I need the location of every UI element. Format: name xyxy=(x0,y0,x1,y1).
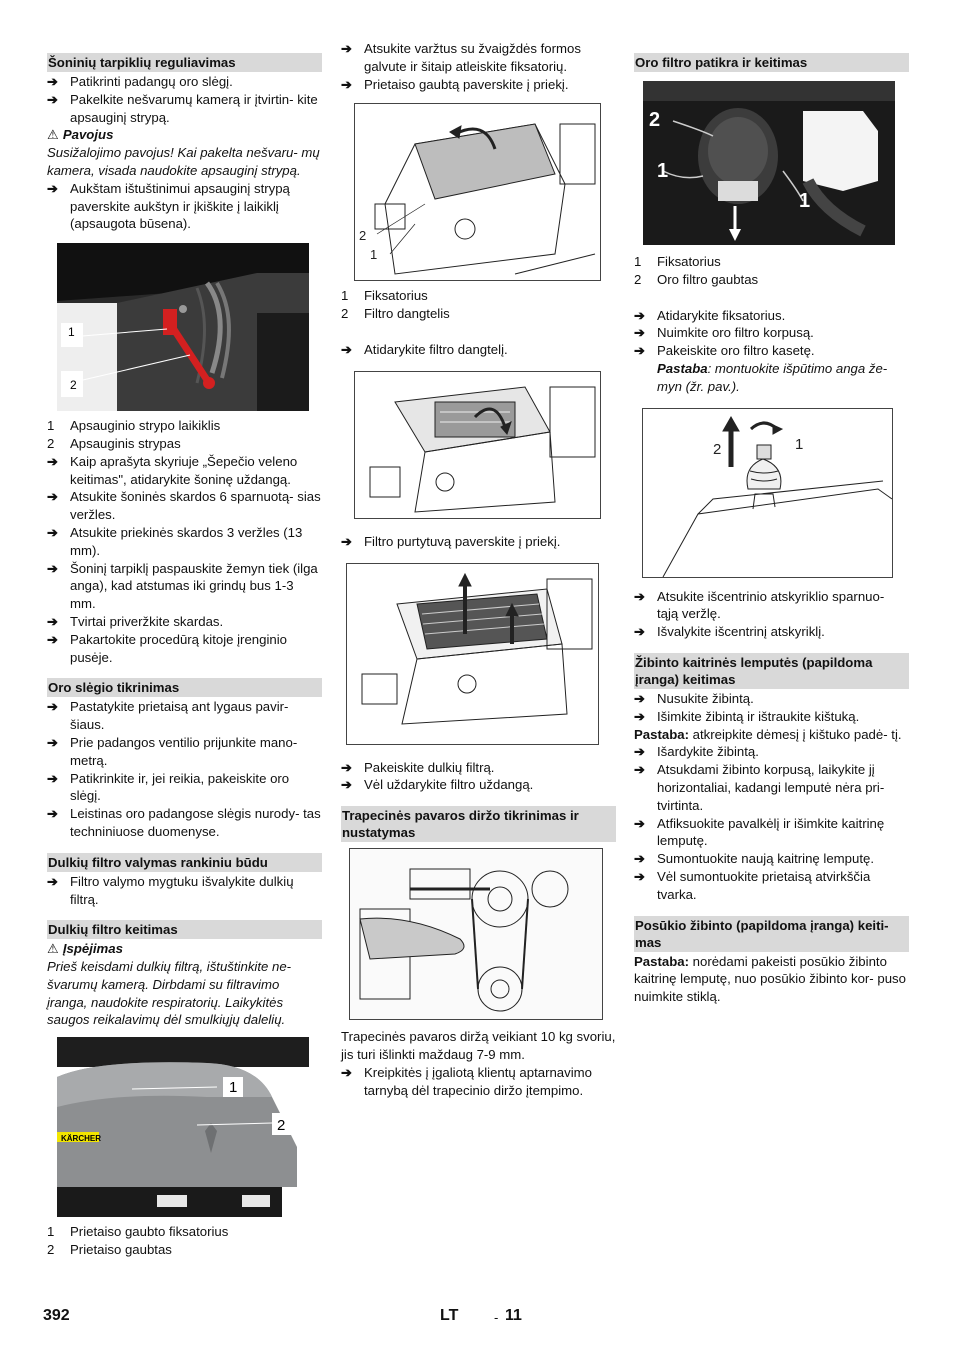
step: ➔ Šoninį tarpiklį paspauskite žemyn tiek (ilga anga), kad atstumas iki grindų bus 1-3 mm. xyxy=(47,560,322,613)
note: Pastaba: norėdami pakeisti posūkio žibinto kaitrinę lemputę, nuo posūkio žibinto kor- puso nuimkite stiklą. xyxy=(634,953,906,1005)
filter-shaker-drawing xyxy=(347,564,598,744)
step: ➔ Atsukite varžtus su žvaigždės formos galvute ir šitaip atleiskite fiksatorių. xyxy=(341,40,616,76)
step: ➔ Kaip aprašyta skyriuje „Šepečio veleno keitimas", atidarykite šoninę uždangą. xyxy=(47,453,322,489)
warning-title: ⚠ Įspėjimas xyxy=(47,941,123,957)
step: ➔ Vėl uždarykite filtro uždangą. xyxy=(341,776,616,794)
legend-item: 2 Filtro dangtelis xyxy=(341,306,450,322)
column-left xyxy=(47,40,322,1259)
warning-triangle-icon: ⚠ xyxy=(47,941,59,957)
section-title-turn-light: Posūkio žibinto (papildoma įranga) keiti- mas xyxy=(634,916,909,952)
section-title-v-belt: Trapecinės pavaros diržo tikrinimas ir nustatymas xyxy=(341,806,616,842)
legend-item: 2 Oro filtro gaubtas xyxy=(634,271,759,287)
fig-label: 2 xyxy=(359,228,367,244)
step: ➔ Išardykite žibintą. xyxy=(634,743,909,761)
fig-label: 2 xyxy=(70,378,77,393)
warning-text: Prieš keisdami dulkių filtrą, ištuštinkite ne- švarumų kamerą. Dirbdami su filtravimo įranga, naudokite respiratorių. Laikykitės saugos reikalavimų dėl smulkiųjų dalelių. xyxy=(47,959,292,1028)
step: ➔ Kreipkitės į įgaliotą klientų aptarnavimo tarnybą dėl trapecinio diržo įtempimo. xyxy=(341,1064,616,1100)
step: ➔ Vėl sumontuokite prietaisą atvirkščia tvarka. xyxy=(634,868,909,904)
figure-centrifugal-separator xyxy=(642,408,893,578)
fig-label: 1 xyxy=(799,190,811,212)
warning-text: Susižalojimo pavojus! Kai pakelta nešvaru- mų kamera, visada naudokite apsauginį strypą. xyxy=(47,145,320,178)
v-belt-drawing xyxy=(350,849,602,1019)
step: ➔ Sumontuokite naują kaitrinę lemputę. xyxy=(634,850,909,868)
device-hood-photo xyxy=(57,1037,309,1217)
step: ➔ Tvirtai priveržkite skardas. xyxy=(47,613,322,631)
step: ➔ Patikrinkite ir, jei reikia, pakeiskite oro slėgį. xyxy=(47,770,322,806)
section-title-air-filter: Oro filtro patikra ir keitimas xyxy=(634,53,909,72)
brand-logo: KÄRCHER xyxy=(61,1134,101,1144)
fig-label: 1 xyxy=(657,160,669,182)
figure-air-filter xyxy=(643,81,895,245)
step: ➔ Išvalykite išcentrinį atskyriklį. xyxy=(634,623,909,641)
note: Pastaba: atkreipkite dėmesį į kištuko padė- tį. xyxy=(634,726,902,742)
step: ➔ Atfiksuokite pavalkėlį ir išimkite kaitrinę lemputę. xyxy=(634,815,909,851)
filter-cover-drawing xyxy=(355,104,600,280)
step: ➔ Pakelkite nešvarumų kamerą ir įtvirtin- kite apsauginį strypą. xyxy=(47,91,322,127)
legend-item: 1 Fiksatorius xyxy=(341,288,428,304)
step: ➔ Patikrinti padangų oro slėgį. xyxy=(47,73,322,91)
step: ➔ Atsukite šoninės skardos 6 sparnuotą- sias veržles. xyxy=(47,488,322,524)
figure-open-cover xyxy=(354,371,601,519)
fig-label: 2 xyxy=(277,1117,286,1135)
fig-label: 1 xyxy=(229,1079,238,1097)
section-page-number: 11 xyxy=(505,1307,522,1324)
step: ➔ Pakartokite procedūrą kitoje įrenginio pusėje. xyxy=(47,631,322,667)
step: ➔ Aukštam ištuštinimui apsauginį strypą paverskite aukštyn ir įkiškite į laikiklį (apsaugota būsena). xyxy=(47,180,322,233)
figure-filter-cover xyxy=(354,103,601,281)
column-right xyxy=(634,40,909,1006)
step: ➔ Prietaiso gaubtą paverskite į priekį. xyxy=(341,76,616,94)
fig-label: 2 xyxy=(649,109,661,131)
figure-safety-strut xyxy=(57,243,309,411)
section-title-manual-filter-clean: Dulkių filtro valymas rankiniu būdu xyxy=(47,853,322,872)
section-title-headlight-bulb: Žibinto kaitrinės lemputės (papildoma įranga) keitimas xyxy=(634,653,909,689)
centrifugal-separator-drawing xyxy=(643,409,892,577)
step: ➔ Atsukite išcentrinio atskyriklio sparnuo- tąją veržlę. xyxy=(634,588,909,624)
legend-item: 1 Prietaiso gaubto fiksatorius xyxy=(47,1224,229,1240)
step: ➔ Pakeiskite oro filtro kasetę. xyxy=(634,342,909,360)
step: ➔ Išimkite žibintą ir ištraukite kištuką. xyxy=(634,708,909,726)
legend-item: 1 Apsauginio strypo laikiklis xyxy=(47,418,221,434)
fig-label: 1 xyxy=(795,435,804,453)
language-code: LT xyxy=(440,1307,459,1324)
fig-label: 1 xyxy=(68,325,75,340)
column-middle xyxy=(341,40,616,1099)
safety-strut-photo xyxy=(57,243,309,411)
step: ➔ Leistinas oro padangose slėgis nurody- tas techniniuose duomenyse. xyxy=(47,805,322,841)
section-title-side-seals: Šoninių tarpiklių reguliavimas xyxy=(47,53,322,72)
warning-title: ⚠ Pavojus xyxy=(47,127,114,143)
footer-separator: - xyxy=(494,1310,499,1325)
step: ➔ Pakeiskite dulkių filtrą. xyxy=(341,759,616,777)
air-filter-photo xyxy=(643,81,895,245)
figure-v-belt xyxy=(349,848,603,1020)
note: Pastaba: montuokite išpūtimo anga že- myn (žr. pav.). xyxy=(657,360,888,394)
step: ➔ Nusukite žibintą. xyxy=(634,690,909,708)
step: ➔ Prie padangos ventilio prijunkite mano- metrą. xyxy=(47,734,322,770)
step: ➔ Nuimkite oro filtro korpusą. xyxy=(634,324,909,342)
section-title-dust-filter-replace: Dulkių filtro keitimas xyxy=(47,920,322,939)
step: ➔ Atidarykite filtro dangtelį. xyxy=(341,341,616,359)
figure-device-hood xyxy=(57,1037,309,1217)
page-number: 392 xyxy=(43,1307,70,1324)
step: ➔ Atidarykite fiksatorius. xyxy=(634,307,909,325)
fig-label: 1 xyxy=(370,247,378,263)
warning-triangle-icon: ⚠ xyxy=(47,127,59,143)
legend-item: 2 Prietaiso gaubtas xyxy=(47,1242,172,1258)
legend-item: 2 Apsauginis strypas xyxy=(47,435,181,451)
section-title-air-pressure: Oro slėgio tikrinimas xyxy=(47,678,322,697)
step: ➔ Filtro purtytuvą paverskite į priekį. xyxy=(341,533,616,551)
step: ➔ Filtro valymo mygtuku išvalykite dulkių filtrą. xyxy=(47,873,322,909)
fig-label: 2 xyxy=(713,440,722,458)
open-cover-drawing xyxy=(355,372,600,518)
legend-item: 1 Fiksatorius xyxy=(634,254,721,269)
step: ➔ Atsukdami žibinto korpusą, laikykite jį horizontaliai, kadangi lemputė nėra pri- tvirtinta. xyxy=(634,761,909,814)
figure-filter-shaker xyxy=(346,563,599,745)
step: ➔ Atsukite priekinės skardos 3 veržles (13 mm). xyxy=(47,524,322,560)
step: ➔ Pastatykite prietaisą ant lygaus pavir- šiaus. xyxy=(47,698,322,734)
belt-description: Trapecinės pavaros diržą veikiant 10 kg svoriu, jis turi išlinkti maždaug 7-9 mm. xyxy=(341,1029,616,1062)
